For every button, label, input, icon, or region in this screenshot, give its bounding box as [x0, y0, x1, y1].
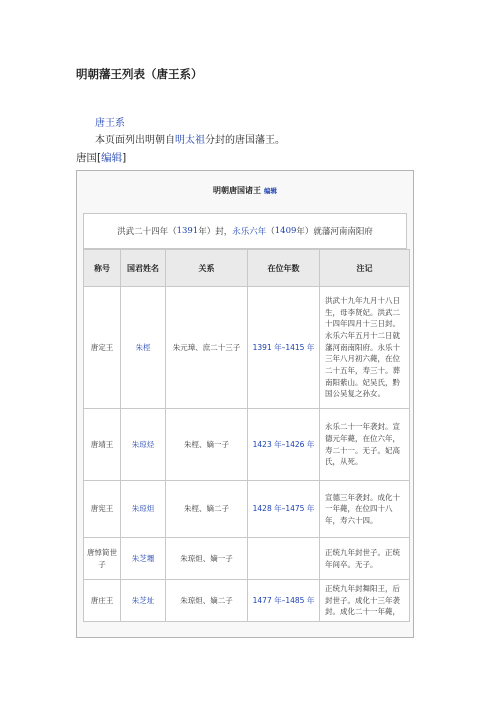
section-heading-tang	[76, 150, 126, 165]
row-title: 唐定王	[84, 287, 121, 409]
row-relation: 朱元璋、庶二十三子	[166, 287, 248, 409]
year-1391-link[interactable]: 1391	[176, 226, 199, 236]
kings-grid	[83, 249, 410, 622]
banner-mid1: 年）封，	[198, 227, 233, 237]
table-banner	[83, 213, 407, 249]
table-title-text: 明朝唐国诸王	[213, 186, 261, 195]
row-note: 正统九年封舞阳王，后封世子。成化十三年袭封。成化二十一年薨，	[320, 580, 410, 622]
table-title	[77, 185, 413, 196]
row-note: 洪武十九年九月十八日生，母李贤妃。洪武二十四年四月十三日封。永乐六年五月十二日就藩河南南阳府。永乐十三年八月初六薨，在位二十五年，寿三十。葬南阳紫山。妃吴氏，黔国公吴复之孙女。	[320, 287, 410, 409]
ming-taizu-link[interactable]: 明太祖	[175, 135, 205, 146]
row-note: 正统九年封世子。正统年间卒。无子。	[320, 538, 410, 580]
row-title: 唐庄王	[84, 580, 121, 622]
row-relation: 朱琼炟、嫡二子	[166, 580, 248, 622]
row-name-link[interactable]: 朱琼烃	[121, 409, 166, 481]
row-title: 唐靖王	[84, 409, 121, 481]
row-name-link[interactable]: 朱芝壥	[121, 538, 166, 580]
intro-suffix: 分封的唐国藩王。	[205, 135, 285, 146]
row-note: 永乐二十一年袭封。宣德元年薨，在位六年，寿二十一。无子。妃高氏，从死。	[320, 409, 410, 481]
row-years[interactable]: 1477 年–1485 年	[248, 580, 320, 622]
col-name-header: 国君姓名	[121, 250, 166, 287]
table-row	[84, 580, 410, 622]
table-row	[84, 481, 410, 538]
toc-link-tang[interactable]: 唐王系	[95, 118, 125, 129]
table-row	[84, 538, 410, 580]
page-title: 明朝藩王列表（唐王系）	[76, 67, 203, 81]
row-title: 唐悼简世子	[84, 538, 121, 580]
row-years[interactable]: 1391 年–1415 年	[248, 287, 320, 409]
table-row	[84, 409, 410, 481]
tang-kings-table	[76, 170, 414, 638]
row-relation: 朱桱、嫡一子	[166, 409, 248, 481]
row-years[interactable]: 1423 年–1426 年	[248, 409, 320, 481]
col-note-header: 注记	[320, 250, 410, 287]
row-name-link[interactable]: 朱桱	[121, 287, 166, 409]
yongle-6-link[interactable]: 永乐六年	[232, 227, 267, 237]
col-title-header: 称号	[84, 250, 121, 287]
row-years	[248, 538, 320, 580]
row-title: 唐宪王	[84, 481, 121, 538]
row-name-link[interactable]: 朱芝址	[121, 580, 166, 622]
banner-post: 年）就藩河南南阳府	[296, 227, 373, 237]
header-row	[84, 250, 410, 287]
edit-section-link[interactable]: 编辑	[101, 152, 123, 164]
row-years[interactable]: 1428 年–1475 年	[248, 481, 320, 538]
col-relation-header: 关系	[166, 250, 248, 287]
row-note: 宣德三年袭封。成化十一年薨，在位四十八年，寿六十四。	[320, 481, 410, 538]
table-edit-link[interactable]: 编辑	[264, 187, 277, 195]
intro-paragraph	[95, 131, 285, 146]
heading-close: ]	[122, 152, 127, 164]
row-relation: 朱桱、嫡二子	[166, 481, 248, 538]
intro-prefix: 本页面列出明朝自	[95, 135, 175, 146]
col-years-header: 在位年数	[248, 250, 320, 287]
table-row	[84, 287, 410, 409]
banner-pre: 洪武二十四年（	[117, 227, 177, 237]
row-relation: 朱琼炟、嫡一子	[166, 538, 248, 580]
year-1409-link[interactable]: 1409	[274, 226, 297, 236]
banner-mid2: （	[266, 227, 275, 237]
row-name-link[interactable]: 朱琼炟	[121, 481, 166, 538]
heading-text: 唐国[	[76, 152, 102, 164]
